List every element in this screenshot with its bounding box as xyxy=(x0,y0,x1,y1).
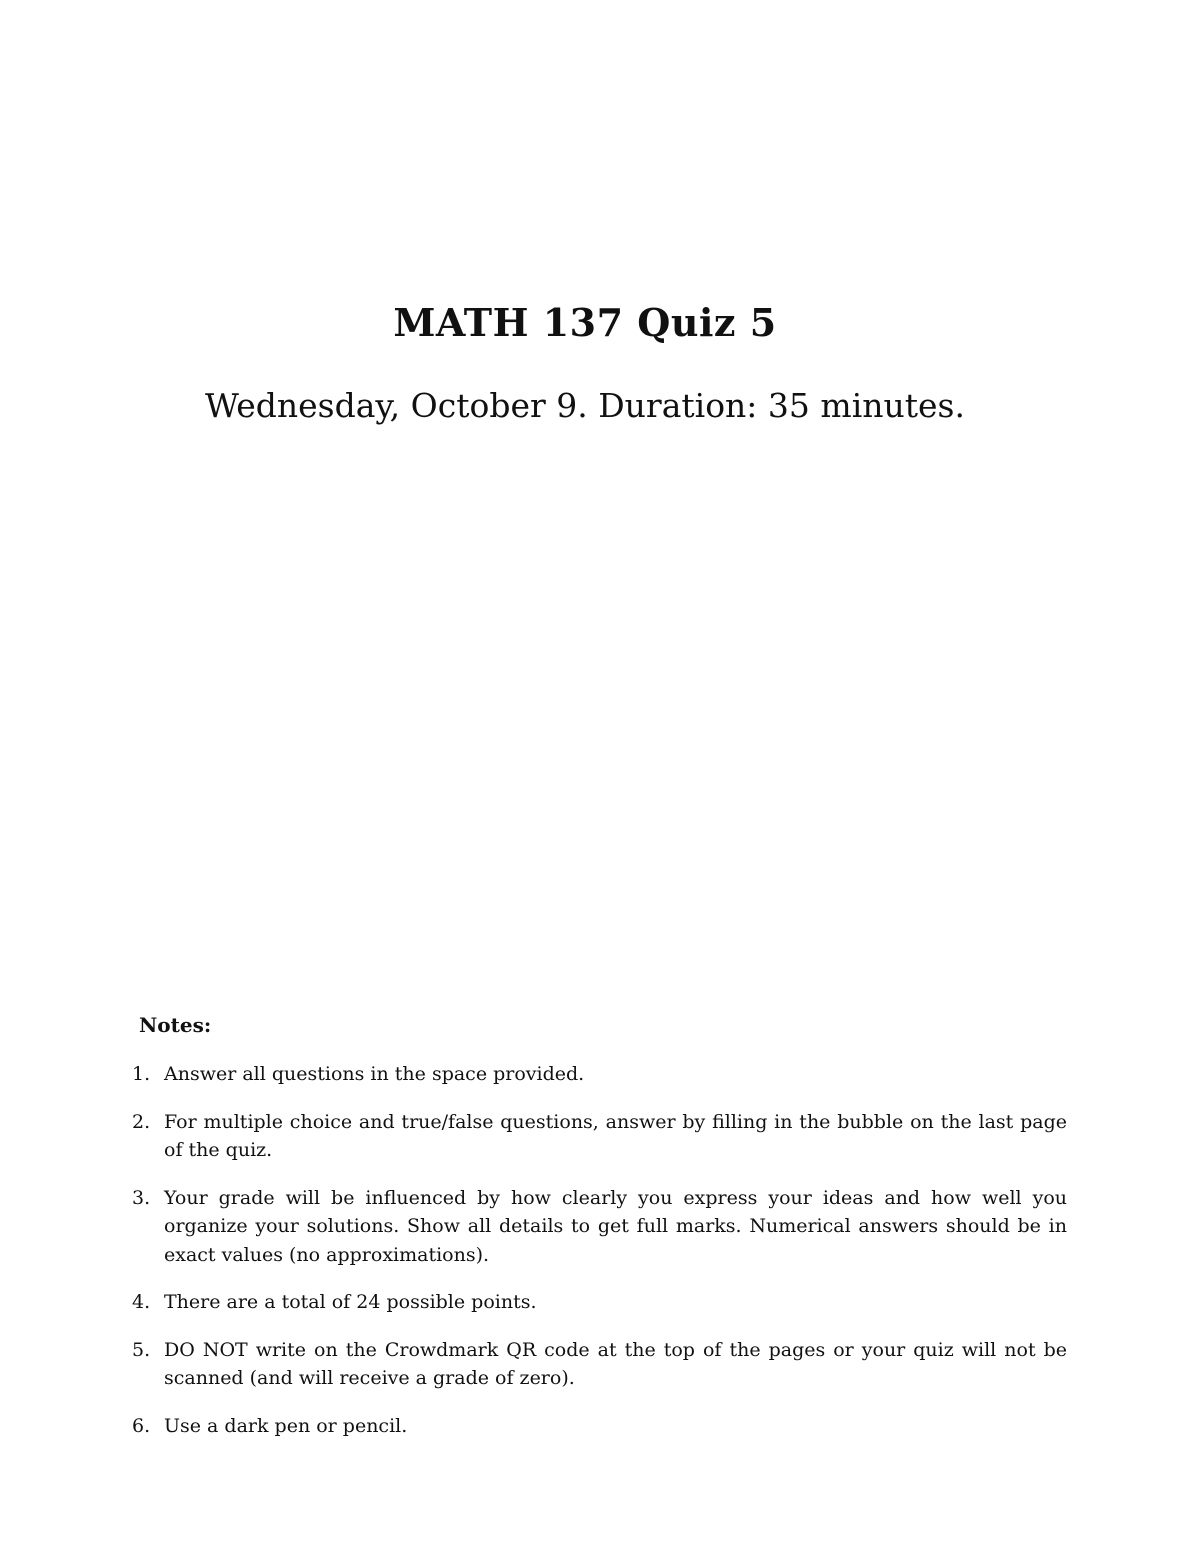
list-item xyxy=(132,1184,1067,1270)
list-item-number: 3. xyxy=(132,1186,151,1209)
list-item-text: For multiple choice and true/false questions, answer by filling in the bubble on the last page of the quiz. xyxy=(164,1110,1067,1161)
list-item xyxy=(132,1336,1067,1393)
page-subtitle: Wednesday, October 9. Duration: 35 minutes. xyxy=(205,386,965,425)
list-item-number: 5. xyxy=(132,1338,151,1361)
list-item xyxy=(132,1108,1067,1165)
list-item-number: 6. xyxy=(132,1414,151,1437)
notes-list xyxy=(132,1060,1067,1459)
list-item-text: Use a dark pen or pencil. xyxy=(164,1414,408,1437)
list-item xyxy=(132,1412,1067,1441)
list-item-text: There are a total of 24 possible points. xyxy=(164,1291,537,1313)
list-item-number: 4. xyxy=(132,1291,151,1313)
list-item-text: Your grade will be influenced by how clearly you express your ideas and how well you organize your solutions. Show all details to get full marks. Numerical answers should be in exact values (no approximations). xyxy=(164,1186,1067,1266)
list-item-number: 1. xyxy=(132,1063,151,1085)
page-title: MATH 137 Quiz 5 xyxy=(393,300,777,345)
list-item-number: 2. xyxy=(132,1110,151,1133)
list-item xyxy=(132,1288,1067,1317)
list-item-text: Answer all questions in the space provided. xyxy=(164,1063,585,1085)
list-item-text: DO NOT write on the Crowdmark QR code at the top of the pages or your quiz will not be scanned (and will receive a grade of zero). xyxy=(164,1338,1067,1389)
notes-heading: Notes: xyxy=(139,1013,212,1037)
list-item xyxy=(132,1060,1067,1089)
